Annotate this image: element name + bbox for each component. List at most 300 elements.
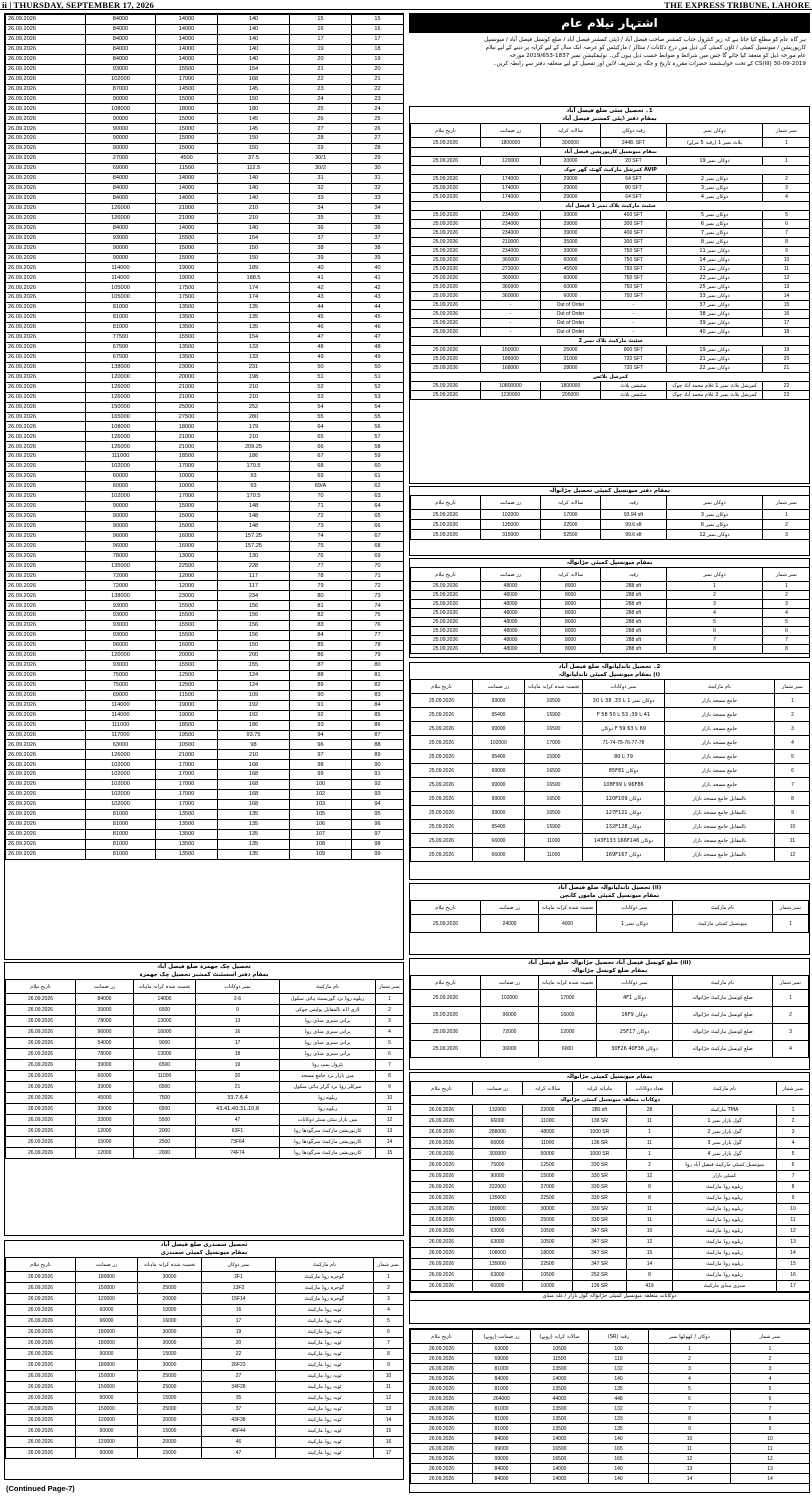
column-header: زر ضمانت [473, 680, 525, 694]
table-cell: 26.09.2026 [411, 1105, 473, 1116]
table-cell: 12000 [76, 1148, 134, 1159]
table-cell: 88 [290, 670, 352, 680]
table-row [6, 104, 404, 114]
table-cell: دوکان 127F121 [583, 806, 665, 820]
table-header-row [411, 1082, 810, 1096]
table-cell: 102 [290, 790, 352, 800]
table-cell: 180 [218, 104, 290, 114]
table-cell: 37.5 [218, 154, 290, 164]
table-cell: 102000 [86, 800, 156, 810]
table-cell: 12 [627, 1171, 673, 1182]
table-row [6, 541, 404, 551]
table-cell: 750 SFT [601, 256, 667, 265]
table-cell: 170.5 [218, 492, 290, 502]
table-cell: 26.09.2026 [411, 1384, 473, 1394]
table-cell: 360000 [481, 274, 541, 283]
table-cell: 84000 [86, 223, 156, 233]
table-cell: 168 [218, 770, 290, 780]
table-cell: 29 [352, 154, 404, 164]
table-cell: 25.09.2026 [411, 636, 481, 645]
table-cell: 93.75 [218, 730, 290, 740]
table-cell: 76 [290, 551, 352, 561]
table-cell: 58 [352, 442, 404, 452]
table-cell: 66000 [473, 1116, 523, 1127]
table-cell: گول بازار نمبر 3 [673, 1138, 777, 1149]
table-cell: 800 SFT [601, 346, 667, 355]
table-cell: 84000 [86, 183, 156, 193]
table-cell: 12 [627, 1237, 673, 1248]
table-cell: 21000 [156, 203, 218, 213]
table-cell: 9 [196, 1005, 280, 1016]
table-cell: دوکان نمبر 6 [667, 520, 763, 530]
table-cell: 25.09.2026 [411, 283, 481, 292]
table-cell: 84000 [86, 54, 156, 64]
table-cell: 25 [352, 114, 404, 124]
table-cell: 88 [352, 740, 404, 750]
table-cell: 29000 [541, 175, 601, 184]
column-header: رقبہ دوکان [601, 124, 667, 138]
table-cell: 15F14 [202, 1294, 276, 1305]
table-cell: 26.09.2026 [6, 213, 86, 223]
table-cell: 26.09.2026 [6, 571, 86, 581]
table-cell: 15500 [156, 233, 218, 243]
table-row [6, 34, 404, 44]
column-header: نام مارکیٹ [276, 1258, 374, 1272]
table-row [411, 1354, 810, 1364]
table-cell: 1800000 [541, 382, 601, 391]
table-cell: 53 [352, 392, 404, 402]
table-cell: 210 [218, 392, 290, 402]
table-cell: 26.09.2026 [411, 1344, 473, 1354]
table-cell: 26.09.2026 [6, 1049, 76, 1060]
table-cell: 84000 [86, 193, 156, 203]
table-cell: 6500 [134, 1104, 196, 1115]
table-row [6, 144, 404, 154]
table-cell: 330 SR [573, 1182, 627, 1193]
table-row [6, 193, 404, 203]
table-cell: 750 SFT [601, 265, 667, 274]
subsection-row [411, 1096, 810, 1105]
table-cell: 10500 [523, 1237, 573, 1248]
table-cell: 1 [374, 1272, 404, 1283]
column-header: سالانہ کرایہ [523, 1082, 573, 1096]
table-cell: پٹرول پمپ روڈ [280, 1060, 376, 1071]
table-cell: 26.09.2026 [6, 492, 86, 502]
table-cell: 25.09.2026 [411, 609, 481, 618]
table-row [6, 740, 404, 750]
jaranwala-markets-section [409, 1072, 810, 1324]
table-row [6, 223, 404, 233]
table-cell: 39000 [76, 1060, 134, 1071]
column-header: نمبر شمار [777, 1082, 810, 1096]
table-cell: 16500 [531, 1454, 589, 1464]
table-cell: 2 [649, 1354, 731, 1364]
table-cell: 10000 [156, 482, 218, 492]
table-row [6, 64, 404, 74]
table-cell: 35 [290, 213, 352, 223]
table-cell: 13500 [531, 1414, 589, 1424]
table-cell: 99 [290, 770, 352, 780]
table-cell: 1 [773, 990, 809, 1007]
table-cell: 102000 [86, 462, 156, 472]
table-row [6, 24, 404, 34]
table-cell: Out of Order [541, 328, 601, 337]
table-row [411, 346, 811, 355]
table-cell: 135 [218, 829, 290, 839]
table-cell: 2500 [134, 1137, 196, 1148]
table-cell: 140 [218, 44, 290, 54]
table-cell: 205000 [541, 391, 601, 400]
table-cell: 2 [667, 591, 763, 600]
table-cell: 43،41،40،31،10،8 [196, 1104, 280, 1115]
table-cell: 5 [763, 618, 811, 627]
table-cell: 25.09.2026 [411, 848, 473, 862]
table-cell: 26.09.2026 [6, 1005, 76, 1016]
table-cell: دوکان نمبر 22 [667, 274, 763, 283]
table-cell: 17000 [156, 492, 218, 502]
table-cell: 12500 [523, 1160, 573, 1171]
table-cell: 45 [290, 313, 352, 323]
subsection-label: AVIP کمرشل مارکیٹ گھنٹہ گھر چوک [411, 166, 811, 175]
table-cell: 7 [763, 229, 811, 238]
table-cell: 27500 [156, 412, 218, 422]
lundianwala-section [409, 486, 810, 556]
table-cell: دوکان 25F17 [597, 1024, 673, 1041]
table-cell: 13500 [156, 810, 218, 820]
table-cell: 23 [763, 391, 811, 400]
table-cell: 61 [352, 472, 404, 482]
table-cell: 63F1 [196, 1126, 280, 1137]
table-cell: 25.09.2026 [411, 694, 473, 708]
table-cell: 20000 [156, 651, 218, 661]
table-cell: 60000 [76, 1305, 138, 1316]
table-cell: 26.09.2026 [411, 1364, 473, 1374]
table-cell: 26.09.2026 [6, 243, 86, 253]
table-cell: 25 [290, 104, 352, 114]
table-cell: 4 [374, 1305, 404, 1316]
table-row [6, 54, 404, 64]
table-row [6, 1327, 404, 1338]
table-cell: 12500 [156, 670, 218, 680]
table-cell: 10 [763, 256, 811, 265]
table-cell: 25.09.2026 [411, 274, 481, 283]
table-cell: 8000 [541, 627, 601, 636]
table-cell: 26.09.2026 [6, 352, 86, 362]
table-cell: 1 [763, 157, 811, 166]
table-cell: 20 [290, 54, 352, 64]
table-cell: 51 [290, 372, 352, 382]
table-cell: 4 [667, 609, 763, 618]
table-cell: 93 [218, 482, 290, 492]
table-cell: 26.09.2026 [411, 1160, 473, 1171]
table-row [6, 114, 404, 124]
table-cell: 13500 [156, 342, 218, 352]
table-cell: 1230000 [481, 391, 541, 400]
table-cell: 90000 [86, 114, 156, 124]
table-cell: 7 [763, 636, 811, 645]
table-cell: ریلوے روڈ نزد گورنمنٹ ہائی سکول [280, 994, 376, 1005]
table-cell: 17 [196, 1038, 280, 1049]
table-cell: 73 [290, 521, 352, 531]
table-cell: 81000 [473, 1364, 531, 1374]
table-cell: 96 [352, 819, 404, 829]
table-row [411, 1182, 810, 1193]
table-cell: 105000 [86, 283, 156, 293]
table-cell: 82 [290, 611, 352, 621]
table-cell: سٹیشن پلاٹ [601, 391, 667, 400]
table-cell: 25.09.2026 [411, 292, 481, 301]
table-cell: ٹوبہ روڈ مارکیٹ [276, 1327, 374, 1338]
table-row [6, 651, 404, 661]
table-cell: 26.09.2026 [6, 303, 86, 313]
table-cell: 93000 [86, 64, 156, 74]
table-cell: 6500 [134, 1060, 196, 1071]
table-row [6, 1393, 404, 1404]
table-cell: 6 [763, 627, 811, 636]
column-header: نمبر دوکانات [597, 976, 673, 990]
table-cell: 102000 [86, 770, 156, 780]
table-cell: 26.09.2026 [6, 94, 86, 104]
table-cell: 26.09.2026 [411, 1424, 473, 1434]
table-cell: 17000 [156, 462, 218, 472]
table-cell: 21000 [156, 382, 218, 392]
subsection-label: سٹیٹ مارکیٹ بلاک نمبر 2 [411, 337, 811, 346]
table-cell: 29 [290, 144, 352, 154]
table-cell: 69 [290, 472, 352, 482]
column-header: رقبہ [601, 496, 667, 510]
column-header: دوکان / کھوکھا نمبر [649, 1330, 731, 1344]
table-cell: 114000 [86, 273, 156, 283]
table-cell: 20000 [541, 157, 601, 166]
table-row [6, 601, 404, 611]
table-cell: 154 [218, 333, 290, 343]
table-cell: 26.09.2026 [6, 203, 86, 213]
table-cell: 156 [218, 631, 290, 641]
table-cell: 90000 [86, 243, 156, 253]
table-row [6, 581, 404, 591]
table-cell: 99000 [473, 806, 525, 820]
table-cell: 95400 [473, 750, 525, 764]
table-row [411, 1024, 809, 1041]
table-cell: 96 [290, 740, 352, 750]
table-cell: 34F28 [202, 1382, 276, 1393]
table-row [6, 293, 404, 303]
table-cell: 15 [777, 1259, 810, 1270]
table-cell: 90000 [86, 253, 156, 263]
table-cell: 32 [290, 183, 352, 193]
table-cell: سٹیشن پلاٹ [601, 382, 667, 391]
table-cell: دوکان نمبر 40 [667, 328, 763, 337]
table-cell: 140 [218, 174, 290, 184]
table-row [411, 220, 811, 229]
table-cell: 55 [352, 412, 404, 422]
table-cell: 13500 [156, 839, 218, 849]
table-cell: - [601, 328, 667, 337]
table-cell: 84000 [473, 1474, 531, 1484]
table-cell: 17000 [525, 736, 583, 750]
table-cell: 10500 [531, 1344, 589, 1354]
column-header: سالانہ کرایہ [541, 496, 601, 510]
table-cell: 8 [763, 645, 811, 654]
table-row [6, 164, 404, 174]
table-cell: 1 [773, 915, 809, 933]
table-cell: 23 [290, 84, 352, 94]
table-cell: 48 [290, 342, 352, 352]
table-cell: گول بازار نمبر 4 [673, 1149, 777, 1160]
table-cell: 6 [763, 220, 811, 229]
table-cell: 14 [376, 1137, 404, 1148]
table-cell: - [601, 319, 667, 328]
table-cell: 135 [218, 839, 290, 849]
table-cell: 26.09.2026 [6, 1294, 76, 1305]
table-cell: 63000 [473, 1270, 523, 1281]
table-cell: میونسپل کمیٹی مارکیٹ [673, 915, 773, 933]
table-cell: ریلوے روڈ مارکیٹ [673, 1237, 777, 1248]
column-header: نمبر شمار [376, 980, 404, 994]
table-cell: 6 [667, 627, 763, 636]
table-cell: ضلع کونسل مارکیٹ جڑانوالہ [673, 1024, 773, 1041]
table-row [6, 800, 404, 810]
table-cell: 80 [290, 591, 352, 601]
table-row [6, 1060, 404, 1071]
jaranwala-section [409, 558, 810, 658]
table-cell: 6 [775, 764, 811, 778]
table-cell: 4 [773, 1041, 809, 1058]
table-cell: 36000 [481, 1041, 539, 1058]
column-header: زر ضمانت [481, 496, 541, 510]
table-cell: 264000 [473, 1394, 531, 1404]
table-row [411, 609, 811, 618]
table-cell: بالمقابل جامع مسجد بازار [665, 806, 775, 820]
table-row [411, 1464, 810, 1474]
table-row [6, 174, 404, 184]
table-cell: 16 [352, 24, 404, 34]
table-cell: 2 [763, 520, 811, 530]
table-cell: 99000 [473, 1444, 531, 1454]
table-cell: 39000 [76, 1005, 134, 1016]
column-header: رقبہ [601, 568, 667, 582]
table-cell: 99 [352, 849, 404, 859]
table-cell: جامع مسجد بازار [665, 694, 775, 708]
table-row [6, 571, 404, 581]
table-cell: 17000 [156, 770, 218, 780]
table-cell: 99000 [473, 778, 525, 792]
table-cell: 26.09.2026 [6, 1104, 76, 1115]
table-cell: کارپوریشن مارکیٹ سرگودھا روڈ [280, 1137, 376, 1148]
table-cell: 9 [775, 806, 811, 820]
table-cell: ریلوے روڈ مارکیٹ [673, 1259, 777, 1270]
table-cell: 140 [218, 15, 290, 25]
table-cell: 26.09.2026 [6, 1360, 76, 1371]
table-cell: 22 [352, 84, 404, 94]
table-cell: 74 [290, 531, 352, 541]
table-cell: 21000 [156, 442, 218, 452]
table-cell: 26.09.2026 [411, 1394, 473, 1404]
table-cell: 17 [763, 319, 811, 328]
table-cell: 15000 [138, 1349, 202, 1360]
table-cell: 60000 [541, 283, 601, 292]
jaranwala-table [410, 567, 810, 654]
table-cell: 26.09.2026 [6, 780, 86, 790]
table-cell: 15 [352, 15, 404, 25]
table-cell: 15 [290, 15, 352, 25]
table-cell: 93000 [86, 631, 156, 641]
table-cell: 26.09.2026 [411, 1354, 473, 1364]
table-row [6, 760, 404, 770]
table-cell: 26 [352, 124, 404, 134]
table-row [6, 1104, 404, 1115]
table-cell: 13500 [531, 1424, 589, 1434]
table-cell: 2 [731, 1354, 810, 1364]
table-cell: 64 SFT [601, 193, 667, 202]
table-cell: 19 [763, 346, 811, 355]
table-cell: 360000 [481, 292, 541, 301]
table-row [6, 1426, 404, 1437]
table-cell: 8 [667, 645, 763, 654]
table-cell: 14000 [156, 34, 218, 44]
table-cell: 150000 [473, 1215, 523, 1226]
table-cell: 5 [374, 1316, 404, 1327]
table-cell: 76 [352, 621, 404, 631]
column-header: زر ضمانت [473, 1082, 523, 1096]
table-row [6, 1137, 404, 1148]
table-cell: 26.09.2026 [6, 283, 86, 293]
table-cell: پرانی سبزی منڈی روڈ [280, 1049, 376, 1060]
table-cell: 25.09.2026 [411, 229, 481, 238]
table-cell: 69 تا 63 F 59 دوکان [583, 722, 665, 736]
table-cell: 93 [352, 790, 404, 800]
table-cell: 20000 [156, 372, 218, 382]
table-cell: 26.09.2026 [6, 631, 86, 641]
table-cell: 81000 [473, 1404, 531, 1414]
table-cell: 3 [763, 184, 811, 193]
table-cell: 165 [589, 1454, 649, 1464]
table-cell: 26F23 [202, 1360, 276, 1371]
table-cell: 26.09.2026 [6, 422, 86, 432]
table-row [6, 1305, 404, 1316]
column-header: تاریخ نیلام [411, 901, 481, 915]
section-subtitle: بمقام میونسپل کمیٹی سمندری [160, 1250, 248, 1256]
table-cell: 72000 [86, 581, 156, 591]
table-cell: 26.09.2026 [411, 1259, 473, 1270]
table-cell: 130 [218, 551, 290, 561]
table-cell: Out of Order [541, 319, 601, 328]
table-cell: 72000 [481, 1024, 539, 1041]
table-cell: 26.09.2026 [6, 710, 86, 720]
table-row [6, 810, 404, 820]
table-cell: 15000 [138, 1393, 202, 1404]
table-cell: 25.09.2026 [411, 510, 481, 520]
table-cell: 67 [352, 531, 404, 541]
table-cell: 26.09.2026 [411, 1374, 473, 1384]
table-cell: 10 [649, 1434, 731, 1444]
table-cell: 234 [218, 591, 290, 601]
table-header-row [411, 496, 811, 510]
table-cell: 25000 [541, 346, 601, 355]
table-row [6, 1437, 404, 1448]
table-cell: جامع مسجد بازار [665, 778, 775, 792]
table-row [6, 283, 404, 293]
table-cell: 30000 [138, 1327, 202, 1338]
table-cell: 25.09.2026 [411, 301, 481, 310]
table-cell: پرانی سبزی منڈی روڈ [280, 1038, 376, 1049]
table-cell: 71 [352, 571, 404, 581]
table-cell: 50 [290, 362, 352, 372]
table-cell: 48000 [481, 636, 541, 645]
table-cell: ٹوبہ روڈ مارکیٹ [276, 1437, 374, 1448]
table-cell: 66 [290, 442, 352, 452]
table-cell: 7 [731, 1404, 810, 1414]
